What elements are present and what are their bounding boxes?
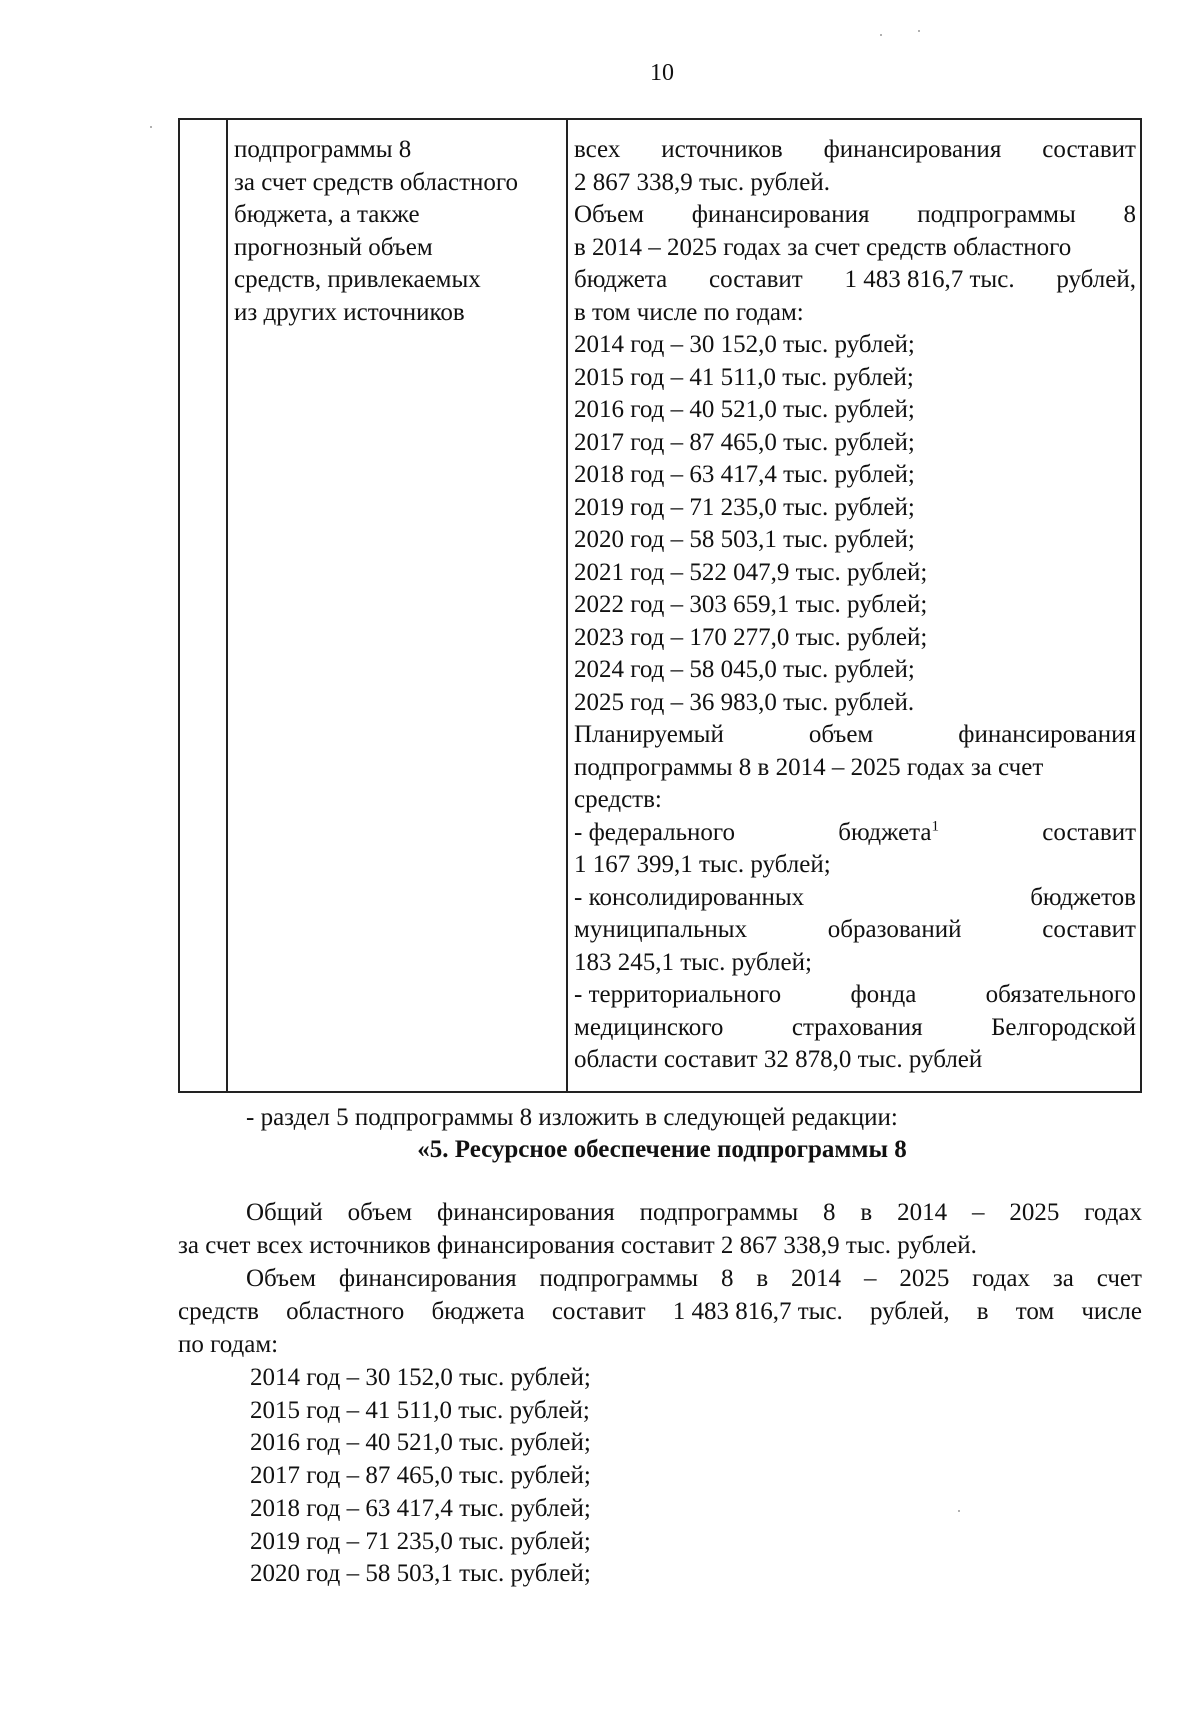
year-line: 2015 год – 41 511,0 тыс. рублей; xyxy=(574,363,914,391)
word: обязательного xyxy=(985,981,1136,1008)
word: средств xyxy=(178,1298,259,1325)
paragraph-regional-funding xyxy=(178,1262,1142,1361)
word: объем xyxy=(347,1199,413,1226)
word: 1 483 816,7 тыс. xyxy=(844,266,1015,293)
amendment-instruction: - раздел 5 подпрограммы 8 изложить в следующей редакции: xyxy=(246,1104,898,1131)
word: фонда xyxy=(850,981,917,1008)
word: финансирования xyxy=(823,136,1002,163)
word: числе xyxy=(1081,1298,1142,1325)
word: счет xyxy=(1096,1265,1142,1292)
word: Объем xyxy=(574,201,644,228)
word: годах xyxy=(1084,1199,1142,1226)
word: образований xyxy=(827,916,962,943)
word: составит xyxy=(551,1298,646,1325)
word: финансирования xyxy=(691,201,870,228)
word: 8 xyxy=(720,1265,734,1292)
word: бюджетов xyxy=(1030,883,1136,911)
word: 2014 xyxy=(897,1199,948,1226)
word: в xyxy=(756,1265,769,1292)
word-with-footnote xyxy=(838,817,939,850)
list-item: 2016 год – 40 521,0 тыс. рублей; xyxy=(250,1429,591,1457)
word: страхования xyxy=(791,1013,923,1041)
word: бюджета xyxy=(838,818,932,846)
year-line: 2023 год – 170 277,0 тыс. рублей; xyxy=(574,623,928,651)
year-line: 2021 год – 522 047,9 тыс. рублей; xyxy=(574,558,928,586)
paragraph-total-funding xyxy=(178,1196,1142,1262)
year-line: 2017 год – 87 465,0 тыс. рублей; xyxy=(574,428,915,456)
list-item: 2017 год – 87 465,0 тыс. рублей; xyxy=(250,1462,591,1490)
year-line: 2019 год – 71 235,0 тыс. рублей; xyxy=(574,493,915,521)
word: источников xyxy=(661,136,783,163)
list-item: 2015 год – 41 511,0 тыс. рублей; xyxy=(250,1396,590,1424)
value-line: в 2014 – 2025 годах за счет средств областного xyxy=(574,233,1072,261)
scan-speck xyxy=(958,1510,960,1512)
list-item: 2014 год – 30 152,0 тыс. рублей; xyxy=(250,1364,591,1391)
value-line: 183 245,1 тыс. рублей; xyxy=(574,948,812,976)
section-title: «5. Ресурсное обеспечение подпрограммы 8 xyxy=(417,1136,907,1163)
word: за xyxy=(1052,1265,1074,1292)
word: составит xyxy=(708,266,803,293)
page-number: 10 xyxy=(650,60,674,86)
word: - территориального xyxy=(574,981,782,1008)
year-line: 2022 год – 303 659,1 тыс. рублей; xyxy=(574,591,928,618)
value-line xyxy=(574,134,1136,167)
funding-table xyxy=(178,118,1142,1093)
paragraph-line xyxy=(178,1262,1142,1295)
table-cell-value xyxy=(574,134,1136,1077)
value-line: подпрограммы 8 в 2014 – 2025 годах за счет xyxy=(574,753,1044,781)
word: финансирования xyxy=(338,1265,517,1292)
label-line: бюджета, а также xyxy=(234,201,420,228)
word: финансирования xyxy=(958,721,1136,748)
word: 8 xyxy=(823,1199,836,1226)
table-column-divider xyxy=(566,120,568,1091)
word: составит xyxy=(1042,136,1136,163)
word: медицинского xyxy=(574,1013,724,1041)
value-line xyxy=(574,979,1136,1012)
scan-speck xyxy=(918,30,920,32)
paragraph-line xyxy=(178,1295,1142,1328)
word: том xyxy=(1015,1298,1055,1325)
table-cell-label xyxy=(234,134,564,329)
value-line xyxy=(574,719,1136,752)
scan-speck xyxy=(880,34,882,36)
value-line xyxy=(574,882,1136,915)
year-line: 2014 год – 30 152,0 тыс. рублей; xyxy=(574,331,915,358)
word: областного xyxy=(286,1298,405,1325)
word: 2025 xyxy=(1009,1199,1060,1226)
word: 1 483 816,7 тыс. xyxy=(672,1298,843,1325)
label-line: из других источников xyxy=(234,298,465,326)
value-line: области составит 32 878,0 тыс. рублей xyxy=(574,1046,983,1073)
value-line: 1 167 399,1 тыс. рублей; xyxy=(574,851,831,878)
value-line: 2 867 338,9 тыс. рублей. xyxy=(574,168,830,196)
table-column-divider xyxy=(226,120,228,1091)
label-line: за счет средств областного xyxy=(234,168,519,196)
value-line xyxy=(574,914,1136,947)
year-line: 2016 год – 40 521,0 тыс. рублей; xyxy=(574,396,915,423)
paragraph-line: за счет всех источников финансирования составит 2 867 338,9 тыс. рублей. xyxy=(178,1232,977,1259)
word: - консолидированных xyxy=(574,883,805,911)
year-line: 2018 год – 63 417,4 тыс. рублей; xyxy=(574,461,915,488)
label-line: прогнозный объем xyxy=(234,233,433,261)
value-line: в том числе по годам: xyxy=(574,298,804,326)
footnote-marker: 1 xyxy=(931,818,940,835)
word: Общий xyxy=(246,1199,323,1226)
word: рублей, xyxy=(869,1298,950,1325)
word: в xyxy=(860,1199,873,1226)
word: Объем xyxy=(246,1265,316,1292)
word: финансирования xyxy=(437,1199,615,1226)
year-line: 2025 год – 36 983,0 тыс. рублей. xyxy=(574,688,915,716)
word: объем xyxy=(808,721,874,748)
paragraph-line xyxy=(178,1196,1142,1229)
label-line: средств, привлекаемых xyxy=(234,266,481,293)
year-line: 2024 год – 58 045,0 тыс. рублей; xyxy=(574,656,915,683)
word: составит xyxy=(1042,818,1136,846)
word: бюджета xyxy=(431,1298,525,1325)
list-item: 2019 год – 71 235,0 тыс. рублей; xyxy=(250,1527,591,1555)
word: бюджета xyxy=(574,266,668,293)
word: подпрограммы xyxy=(639,1199,799,1226)
scan-speck xyxy=(150,126,152,128)
word: составит xyxy=(1042,916,1136,943)
year-funding-list xyxy=(250,1362,591,1591)
word: всех xyxy=(574,136,621,163)
value-line xyxy=(574,264,1136,297)
label-line: подпрограммы 8 xyxy=(234,136,412,163)
word: рублей, xyxy=(1056,266,1136,293)
word: подпрограммы xyxy=(917,201,1076,228)
value-line xyxy=(574,1012,1136,1045)
word: Планируемый xyxy=(574,721,724,748)
word: подпрограммы xyxy=(539,1265,699,1292)
word: – xyxy=(863,1265,877,1292)
word: годах xyxy=(972,1265,1030,1292)
value-line: средств: xyxy=(574,786,662,813)
value-line xyxy=(574,817,1136,850)
word: 8 xyxy=(1123,201,1136,228)
word: - федерального xyxy=(574,818,736,846)
year-line: 2020 год – 58 503,1 тыс. рублей; xyxy=(574,526,915,553)
word: 2014 xyxy=(791,1265,842,1292)
paragraph-line: по годам: xyxy=(178,1331,279,1358)
list-item: 2020 год – 58 503,1 тыс. рублей; xyxy=(250,1560,591,1588)
word: муниципальных xyxy=(574,916,748,943)
word: – xyxy=(971,1199,985,1226)
word: Белгородской xyxy=(991,1013,1136,1041)
word: 2025 xyxy=(899,1265,950,1292)
word: в xyxy=(976,1298,989,1325)
list-item: 2018 год – 63 417,4 тыс. рублей; xyxy=(250,1494,591,1522)
value-line xyxy=(574,199,1136,232)
